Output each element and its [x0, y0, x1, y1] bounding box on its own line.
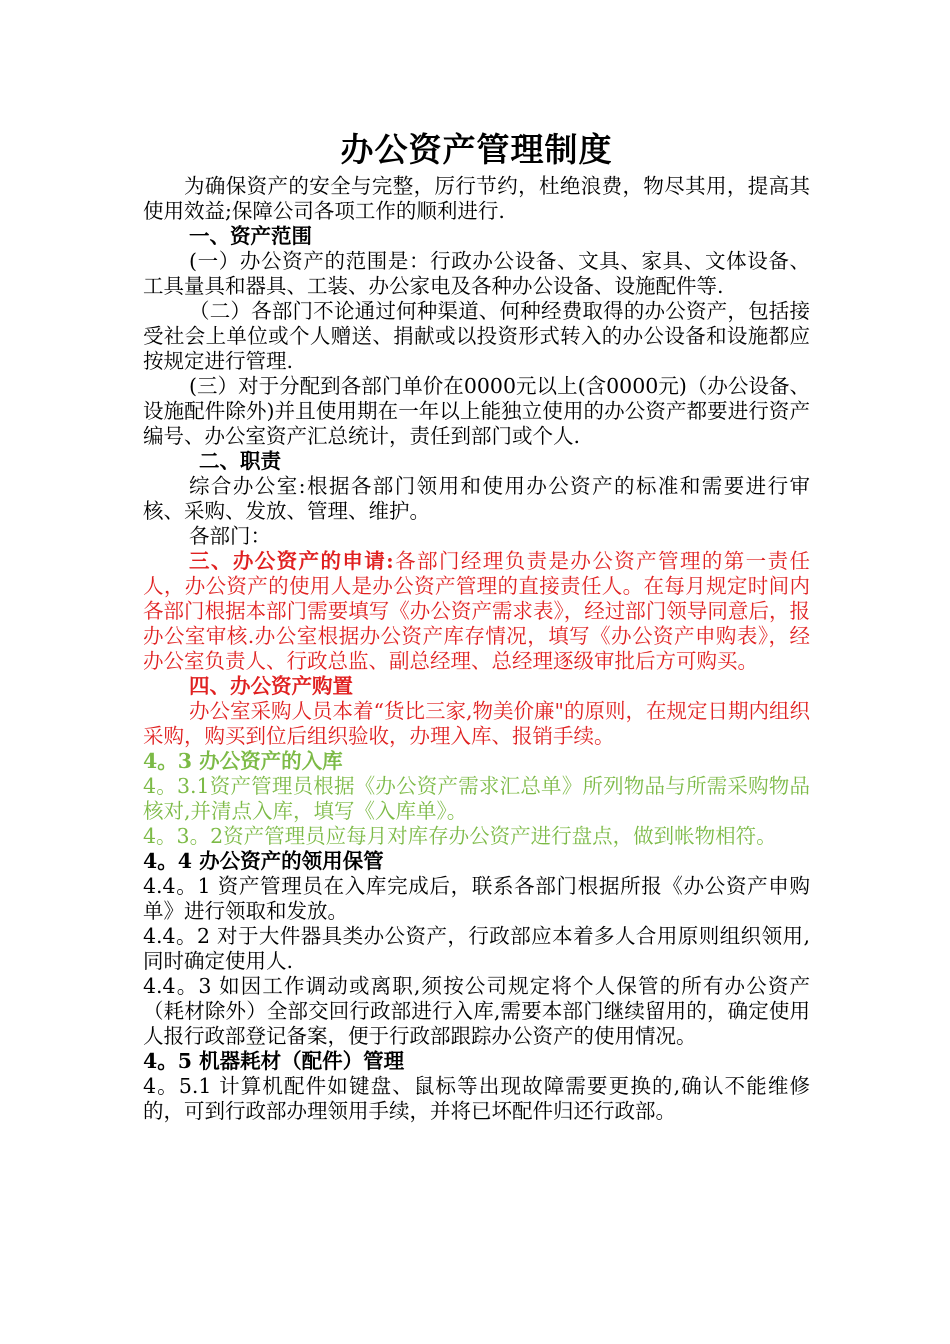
document-title: 办公资产管理制度	[340, 130, 613, 169]
section-3-paragraph	[143, 549, 810, 674]
section-4-4-2: 4.4。2 对于大件器具类办公资产，行政部应本着多人合用原则组织领用,同时确定使用人.	[143, 924, 810, 973]
section-4-4-3: 4.4。3 如因工作调动或离职,须按公司规定将个人保管的所有办公资产（耗材除外）全部交回行政部进行入库,需要本部门继续留用的，确定使用人报行政部登记备案，便于行政部跟踪办公资产的使用情况。	[143, 974, 810, 1048]
section-4-4-1: 4.4。1 资产管理员在入库完成后，联系各部门根据所报《办公资产申购单》进行领取和发放。	[143, 874, 810, 923]
section-1-item-2: （二）各部门不论通过何种渠道、何种经费取得的办公资产，包括接受社会上单位或个人赠送、捐献或以投资形式转入的办公设备和设施都应按规定进行管理.	[143, 299, 810, 373]
section-2-heading: 二、职责	[199, 449, 281, 473]
section-1-item-3: (三）对于分配到各部门单价在0000元以上(含0000元)（办公设备、设施配件除外)并且使用期在一年以上能独立使用的办公资产都要进行资产编号、办公室资产汇总统计，责任到部门或个人.	[143, 374, 810, 448]
section-2-office-duty: 综合办公室:根据各部门领用和使用办公资产的标准和需要进行审核、采购、发放、管理、维护。	[143, 474, 810, 523]
section-3-heading: 三、办公资产的申请:	[189, 549, 394, 573]
section-3-body: 各部门经理负责是办公资产管理的第一责任人，办公资产的使用人是办公资产管理的直接责任人。在每月规定时间内各部门根据本部门需要填写《办公资产需求表》，经过部门领导同意后，报办公室审核.办公室根据办公资产库存情况，填写《办公资产申购表》，经办公室负责人、行政总监、副总经理、总经理逐级审批后方可购买。	[143, 549, 810, 673]
intro-paragraph: 为确保资产的安全与完整，厉行节约，杜绝浪费，物尽其用，提高其使用效益;保障公司各项工作的顺利进行.	[143, 174, 810, 223]
section-4-3-1: 4。3.1资产管理员根据《办公资产需求汇总单》所列物品与所需采购物品核对,并清点入库，填写《入库单》。	[143, 774, 810, 823]
section-4-5-heading: 4。5 机器耗材（配件）管理	[143, 1049, 405, 1073]
section-1-item-1: (一）办公资产的范围是：行政办公设备、文具、家具、文体设备、工具量具和器具、工装、办公家电及各种办公设备、设施配件等.	[143, 249, 810, 298]
section-2-departments: 各部门：	[189, 524, 271, 548]
section-1-heading: 一、资产范围	[189, 224, 312, 248]
section-4-5-1: 4。5.1 计算机配件如键盘、鼠标等出现故障需要更换的,确认不能维修的，可到行政部办理领用手续，并将已坏配件归还行政部。	[143, 1074, 810, 1123]
section-4-3-2: 4。3。2资产管理员应每月对库存办公资产进行盘点，做到帐物相符。	[143, 824, 777, 848]
section-4-4-heading: 4。4 办公资产的领用保管	[143, 849, 384, 873]
section-4-body: 办公室采购人员本着“货比三家,物美价廉"的原则，在规定日期内组织采购，购买到位后组织验收，办理入库、报销手续。	[143, 699, 810, 748]
section-4-heading: 四、办公资产购置	[189, 674, 353, 698]
section-4-3-heading: 4。3 办公资产的入库	[143, 749, 343, 773]
